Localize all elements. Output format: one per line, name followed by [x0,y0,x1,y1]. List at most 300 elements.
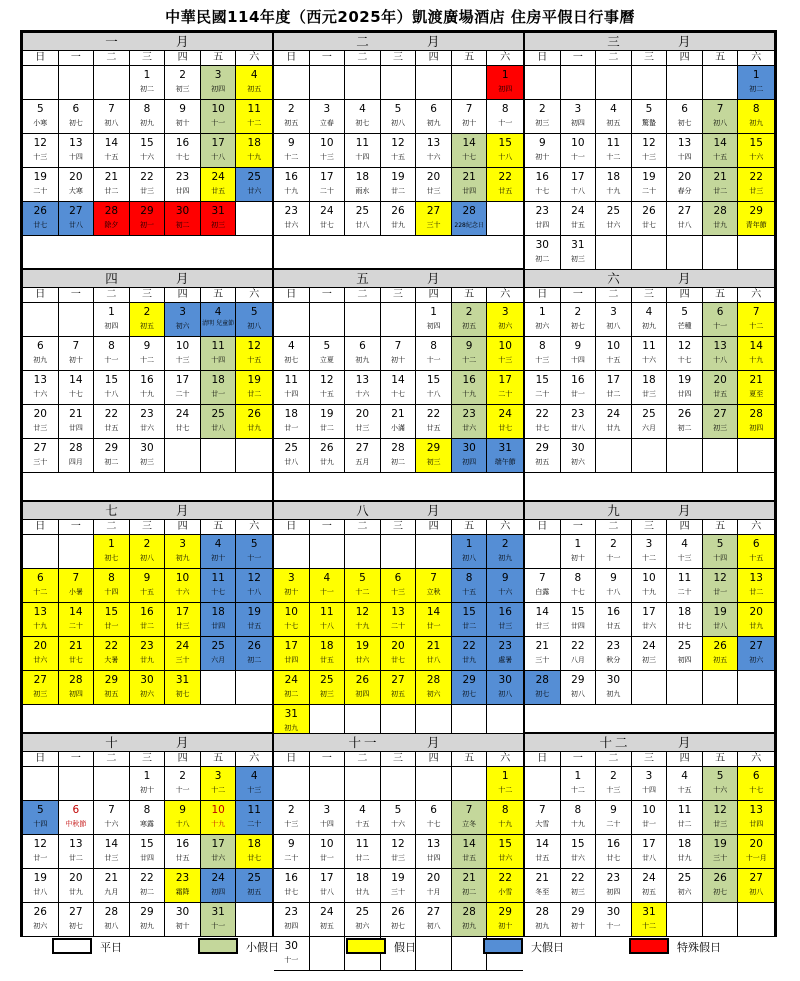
lunar-label: 廿一 [570,390,585,398]
day-cell [416,371,452,405]
day-cell [94,371,130,405]
day-cell [487,835,523,869]
day-cell [525,202,561,236]
lunar-label: 廿二 [390,187,405,195]
weekday-label: 五 [201,752,237,766]
weekday-label: 五 [201,51,237,65]
day-number: 4 [323,572,331,584]
weekday-label: 五 [452,752,488,766]
lunar-label: 秋分 [606,656,621,664]
day-cell [525,168,561,202]
lunar-label: 十二 [606,153,621,161]
day-cell [130,801,166,835]
lunar-label: 九月 [104,888,119,896]
day-cell [738,767,774,801]
empty-cell [525,535,561,569]
lunar-label: 十七 [749,786,764,794]
lunar-label: 冬至 [535,888,550,896]
day-number: 5 [716,538,724,550]
day-number: 26 [33,205,47,217]
weekday-row [23,288,272,303]
lunar-label: 初九 [139,922,154,930]
day-number: 22 [104,408,119,420]
lunar-label: 廿九 [319,458,334,466]
day-cell [310,168,346,202]
day-number: 29 [571,674,585,686]
month-suffix: 月 [678,735,691,750]
weekday-label: 六 [751,289,762,300]
lunar-label: 十三 [390,588,405,596]
day-number: 20 [69,171,83,183]
day-cell [596,535,632,569]
weekday-label: 五 [452,520,488,534]
day-number: 19 [677,374,692,386]
day-number: 10 [175,572,190,584]
lunar-label: 十六 [498,588,513,596]
day-number: 24 [642,640,656,652]
lunar-label: 初七 [284,356,299,364]
weekday-label: 一 [561,520,597,534]
lunar-label: 初五 [462,322,477,330]
lunar-label: 十一 [319,588,334,596]
day-number: 21 [426,640,441,652]
lunar-label: 十二 [139,356,154,364]
lunar-label: 十九 [355,622,370,630]
empty-cell [23,535,59,569]
lunar-label: 十五 [462,588,477,596]
day-cell [452,405,488,439]
day-number: 22 [140,171,154,183]
weekday-label: 一 [561,51,597,65]
lunar-label: 十二 [641,554,656,562]
day-cell [165,134,201,168]
day-number: 30 [571,442,585,454]
day-cell [274,405,310,439]
weekday-label: 三 [130,51,166,65]
day-number: 10 [642,572,656,584]
day-cell [561,134,597,168]
lunar-label: 十九 [247,153,262,161]
lunar-label: 十一 [426,356,441,364]
day-number: 16 [140,606,154,618]
day-cell [525,405,561,439]
lunar-label: 初十 [139,786,154,794]
day-cell [596,869,632,903]
day-number: 9 [610,572,617,584]
day-number: 13 [69,137,83,149]
weekday-label: 二 [94,288,130,302]
weekday-label: 二 [345,520,381,534]
lunar-label: 初二 [462,888,477,896]
day-number: 26 [713,872,727,884]
day-cell [561,535,597,569]
day-cell [23,869,59,903]
month-header [23,734,272,752]
day-cell [381,405,417,439]
lunar-label: 廿九 [247,424,262,432]
lunar-label: 小寒 [33,119,48,127]
month-block [273,501,524,733]
weekday-label: 日 [525,288,561,302]
empty-cell [738,439,774,473]
lunar-label: 初九 [462,922,477,930]
lunar-label: 廿一 [713,588,728,596]
lunar-label: 十八 [211,153,226,161]
weekday-label: 日 [274,520,310,534]
weekday-label: 六 [249,52,260,63]
day-number: 22 [104,640,119,652]
empty-cell [274,767,310,801]
lunar-label: 廿二 [319,424,334,432]
day-cell [23,903,59,937]
day-cell [596,903,632,937]
empty-cell [381,535,417,569]
empty-cell [345,535,381,569]
page-title: 中華民國114年度（西元2025年）凱渡廣場酒店 住房平假日行事曆 [165,8,635,26]
day-cell [632,100,668,134]
lunar-label: 十四 [284,390,299,398]
lunar-label: 廿六 [355,656,370,664]
lunar-label: 十五 [139,588,154,596]
day-number: 13 [33,374,47,386]
lunar-label: 初三 [33,690,48,698]
day-cell [596,637,632,671]
lunar-label: 廿二 [713,187,728,195]
day-cell [632,405,668,439]
day-number: 28 [69,674,83,686]
lunar-label: 廿二 [677,820,692,828]
lunar-label: 廿七 [498,424,513,432]
month-header [525,270,774,288]
day-number: 19 [320,408,334,420]
day-cell [487,303,523,337]
lunar-label: 初九 [426,119,441,127]
day-cell [59,405,95,439]
day-cell [94,671,130,705]
lunar-label: 青年節 [745,221,767,229]
day-cell [452,603,488,637]
day-cell [345,869,381,903]
lunar-label: 十三 [247,786,262,794]
day-number: 30 [284,940,298,952]
weekday-label: 二 [94,752,130,766]
day-cell [165,671,201,705]
day-cell [236,66,272,100]
weekday-label: 一 [59,288,95,302]
lunar-label: 十二 [247,119,262,127]
day-number: 9 [574,340,582,352]
day-number: 1 [538,306,546,318]
day-cell [274,439,310,473]
month-name: 六 [607,271,623,286]
day-cell [452,835,488,869]
day-number: 29 [571,906,585,918]
empty-cell [274,303,310,337]
lunar-label: 六月 [211,656,226,664]
day-number: 1 [108,306,115,318]
legend-label: 特殊假日 [677,941,721,954]
day-number: 6 [752,538,760,550]
legend-label: 大假日 [531,941,564,954]
lunar-label: 廿八 [33,888,48,896]
day-number: 6 [681,103,688,115]
lunar-label: 初三 [211,221,226,229]
weekday-label: 六 [500,521,511,532]
weekday-label: 五 [201,520,237,534]
month-name: 二 [356,34,372,49]
day-number: 24 [175,408,190,420]
lunar-label: 十九 [211,820,226,828]
day-cell [596,603,632,637]
month-name: 十二 [599,735,631,750]
lunar-label: 十一 [211,119,226,127]
day-number: 28 [462,205,476,217]
day-cell [345,603,381,637]
lunar-label: 廿三 [139,187,154,195]
lunar-label: 初四 [606,888,621,896]
lunar-label: 二十 [284,854,299,862]
day-number: 10 [571,137,585,149]
day-cell [201,168,237,202]
lunar-label: 三十 [713,854,728,862]
lunar-label: 寒露 [139,820,154,828]
weekday-label: 六 [500,52,511,63]
lunar-label: 廿八 [68,221,83,229]
day-cell [561,337,597,371]
month-block [22,733,273,935]
lunar-label: 廿九 [355,888,370,896]
day-cell [274,202,310,236]
day-number: 15 [571,838,585,850]
day-number: 12 [355,606,370,618]
day-cell [94,100,130,134]
lunar-label: 廿九 [606,424,621,432]
day-number: 5 [394,804,402,816]
day-number: 5 [645,103,653,115]
day-number: 27 [749,640,763,652]
day-cell [345,903,381,937]
day-number: 25 [677,640,692,652]
weekday-label: 二 [596,288,632,302]
day-cell [59,168,95,202]
day-number: 23 [498,640,512,652]
day-number: 20 [33,408,47,420]
day-number: 16 [571,374,585,386]
lunar-label: 二十 [247,820,262,828]
day-cell [201,569,237,603]
lunar-label: 十三 [175,356,190,364]
day-cell [236,603,272,637]
lunar-label: 十九 [33,622,48,630]
month-suffix: 月 [176,735,189,750]
lunar-label: 初十 [570,922,585,930]
empty-cell [381,303,417,337]
day-cell [130,439,166,473]
day-number: 26 [33,906,47,918]
day-cell [310,801,346,835]
lunar-label: 初十 [68,356,83,364]
day-cell [201,371,237,405]
day-number: 1 [574,538,582,550]
day-cell [632,134,668,168]
lunar-label: 二十 [33,187,48,195]
day-cell [667,168,703,202]
day-grid [23,66,272,236]
day-grid [23,767,272,937]
day-number: 17 [606,374,621,386]
day-cell [525,637,561,671]
day-number: 8 [574,572,582,584]
lunar-label: 初五 [104,690,119,698]
lunar-label: 初五 [139,322,154,330]
day-number: 13 [426,137,441,149]
lunar-label: 十三 [606,786,621,794]
weekday-label: 三 [381,288,417,302]
empty-cell [345,66,381,100]
lunar-label: 初九 [641,322,656,330]
day-number: 1 [465,538,473,550]
day-cell [59,371,95,405]
day-number: 24 [642,872,656,884]
day-cell [561,168,597,202]
day-cell [345,100,381,134]
day-number: 24 [211,872,225,884]
lunar-label: 廿八 [284,458,299,466]
day-cell [416,671,452,705]
day-number: 25 [211,408,225,420]
weekday-label: 日 [525,520,561,534]
lunar-label: 廿七 [68,656,83,664]
day-cell [165,603,201,637]
lunar-label: 十三 [641,153,656,161]
day-cell [738,869,774,903]
weekday-row [23,520,272,535]
day-number: 21 [535,872,549,884]
day-number: 3 [501,306,509,318]
day-number: 14 [69,606,83,618]
day-number: 23 [175,171,190,183]
day-number: 24 [284,674,298,686]
lunar-label: 二十 [319,187,334,195]
day-cell [452,535,488,569]
day-cell [130,903,166,937]
lunar-label: 小雪 [498,888,513,896]
day-cell [310,671,346,705]
month-header [23,270,272,288]
lunar-label: 十六 [139,153,154,161]
day-number: 17 [571,171,585,183]
lunar-label: 初七 [104,554,119,562]
day-cell [487,569,523,603]
day-cell [310,202,346,236]
lunar-label: 十七 [284,622,299,630]
day-number: 14 [713,137,727,149]
day-cell [345,337,381,371]
lunar-label: 廿九 [677,854,692,862]
legend-swatch [52,938,92,954]
day-number: 23 [571,408,585,420]
day-number: 16 [535,171,549,183]
lunar-label: 廿四 [68,424,83,432]
day-number: 6 [752,770,760,782]
lunar-label: 廿二 [139,622,154,630]
day-number: 8 [108,572,115,584]
day-number: 6 [36,340,44,352]
day-cell [274,337,310,371]
day-cell [274,869,310,903]
day-cell [94,439,130,473]
day-cell [632,637,668,671]
day-cell [738,835,774,869]
day-cell [381,835,417,869]
day-cell [487,671,523,705]
weekday-label: 四 [416,51,452,65]
lunar-label: 十五 [355,820,370,828]
day-number: 11 [284,374,298,386]
day-cell [703,134,739,168]
day-cell [416,603,452,637]
day-number: 23 [175,872,190,884]
day-cell [23,439,59,473]
day-number: 6 [72,804,80,816]
day-cell [703,371,739,405]
day-number: 8 [501,103,509,115]
lunar-label: 廿九 [749,622,764,630]
day-cell [525,337,561,371]
lunar-label: 十七 [535,187,550,195]
day-cell [487,371,523,405]
lunar-label: 十九 [749,356,764,364]
weekday-label: 五 [703,520,739,534]
day-number: 28 [713,205,727,217]
day-number: 27 [677,205,692,217]
lunar-label: 十一 [713,322,728,330]
month-name: 十一 [348,735,380,750]
day-cell [596,202,632,236]
day-number: 11 [355,838,370,850]
day-number: 10 [320,137,334,149]
month-name: 四 [105,271,121,286]
weekday-row [274,520,523,535]
weekday-label: 三 [632,288,668,302]
day-cell [703,569,739,603]
day-number: 17 [175,606,190,618]
day-number: 20 [355,408,370,420]
day-cell [561,569,597,603]
day-number: 29 [498,906,512,918]
day-cell [310,439,346,473]
weekday-label: 三 [632,51,668,65]
lunar-label: 十一 [284,956,299,964]
day-cell [632,303,668,337]
day-number: 4 [610,103,617,115]
lunar-label: 大雪 [535,820,550,828]
lunar-label: 雨水 [355,187,370,195]
day-number: 28 [391,442,405,454]
lunar-label: 十八 [104,390,119,398]
lunar-label: 十八 [713,356,728,364]
lunar-label: 初八 [498,690,513,698]
lunar-label: 廿一 [319,854,334,862]
day-number: 7 [465,804,473,816]
day-number: 23 [140,640,154,652]
day-number: 3 [179,538,186,550]
legend-swatch [483,938,523,954]
day-number: 22 [571,640,585,652]
month-header [525,33,774,51]
day-number: 12 [713,572,727,584]
day-cell [381,371,417,405]
